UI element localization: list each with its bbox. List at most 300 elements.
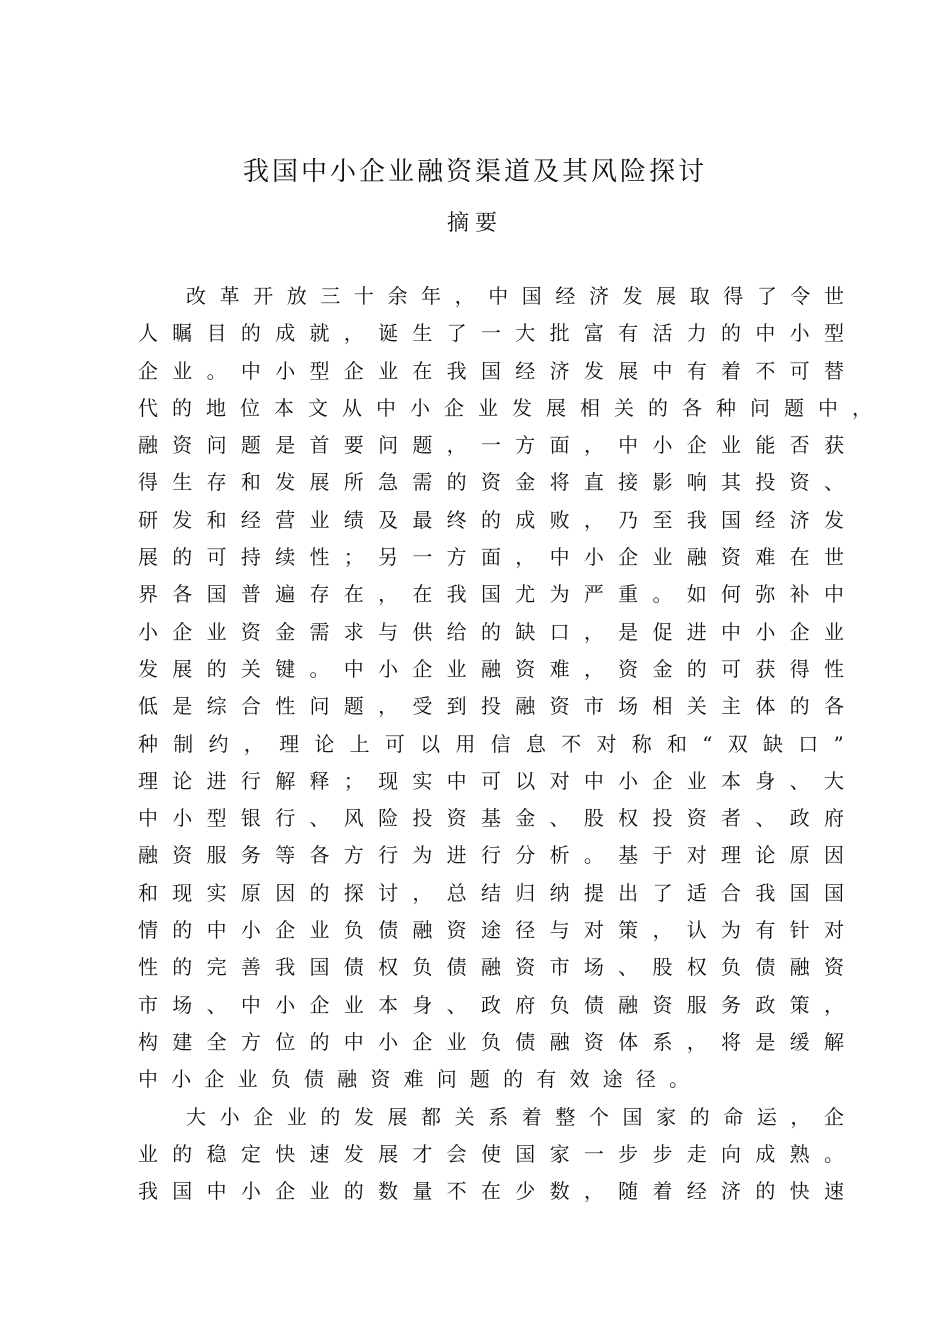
glyph: 中: [206, 918, 227, 943]
glyph: 对: [686, 843, 707, 868]
glyph: 本: [721, 768, 742, 793]
glyph: 可: [721, 656, 742, 681]
glyph: 市: [583, 694, 604, 719]
glyph: 方: [240, 1029, 261, 1054]
glyph: 融: [138, 843, 158, 868]
glyph: 生: [172, 470, 193, 495]
glyph: 讨: [378, 880, 399, 905]
text-line: [138, 800, 844, 837]
glyph: 败: [549, 507, 570, 532]
glyph: 与: [378, 619, 399, 644]
glyph: 目: [206, 321, 227, 346]
glyph: 理: [721, 843, 742, 868]
glyph: 论: [314, 731, 335, 756]
glyph: 业: [237, 1067, 258, 1092]
glyph: 综: [206, 694, 227, 719]
glyph: 资: [549, 694, 570, 719]
glyph: 性: [309, 545, 330, 570]
glyph: 生: [412, 321, 433, 346]
glyph: 原: [240, 880, 261, 905]
glyph: 年: [421, 284, 442, 308]
text-line: [138, 651, 844, 688]
text-line: [138, 427, 844, 464]
glyph: 业: [206, 619, 227, 644]
glyph: 中: [755, 321, 776, 346]
glyph: 债: [343, 955, 364, 980]
glyph: 口: [549, 619, 570, 644]
text-line: [138, 502, 844, 539]
glyph: 的: [648, 395, 668, 420]
glyph: 促: [652, 619, 673, 644]
glyph: 会: [446, 1141, 467, 1166]
glyph: 务: [721, 992, 742, 1017]
glyph: “: [702, 731, 713, 756]
glyph: 理: [138, 768, 158, 793]
glyph: 债: [303, 1067, 324, 1092]
glyph: 就: [309, 321, 330, 346]
glyph: 展: [309, 470, 330, 495]
glyph: 资: [789, 470, 810, 495]
glyph: 业: [138, 1141, 158, 1166]
glyph: 资: [686, 806, 707, 831]
glyph: 场: [618, 694, 639, 719]
glyph: 三: [320, 284, 341, 308]
glyph: 否: [789, 433, 810, 458]
glyph: 体: [618, 1029, 639, 1054]
glyph: 地: [206, 395, 226, 420]
glyph: 的: [172, 545, 193, 570]
glyph: 一: [583, 1141, 604, 1166]
glyph: 债: [515, 1029, 536, 1054]
glyph: 投: [652, 806, 673, 831]
glyph: ，: [583, 433, 604, 458]
glyph: 缺: [515, 619, 536, 644]
glyph: 存: [309, 582, 330, 607]
glyph: ，: [583, 507, 604, 532]
text-line: [138, 1136, 844, 1173]
glyph: 结: [480, 880, 501, 905]
glyph: 进: [686, 619, 707, 644]
abstract-heading: 摘要: [446, 211, 503, 236]
glyph: ，: [446, 433, 467, 458]
glyph: 合: [240, 694, 261, 719]
glyph: 问: [436, 1067, 457, 1092]
glyph: 重: [618, 582, 639, 607]
glyph: 稳: [206, 1141, 227, 1166]
glyph: 关: [240, 656, 261, 681]
glyph: 制: [173, 731, 194, 756]
glyph: 获: [755, 656, 776, 681]
glyph: 着: [721, 358, 742, 383]
glyph: 批: [549, 321, 570, 346]
glyph: 金: [515, 806, 536, 831]
glyph: 资: [172, 433, 193, 458]
glyph: 情: [138, 918, 158, 943]
glyph: ，: [515, 545, 536, 570]
glyph: 到: [446, 694, 467, 719]
glyph: 国: [172, 1179, 193, 1204]
glyph: ，: [852, 395, 872, 420]
glyph: 成: [515, 507, 536, 532]
glyph: ，: [412, 880, 433, 905]
glyph: 不: [446, 1179, 467, 1204]
glyph: 理: [279, 731, 300, 756]
glyph: 给: [446, 619, 467, 644]
glyph: 展: [546, 395, 566, 420]
glyph: 径: [635, 1067, 656, 1092]
glyph: 行: [378, 843, 399, 868]
glyph: 中: [446, 768, 467, 793]
glyph: 尤: [515, 582, 536, 607]
glyph: 如: [686, 582, 707, 607]
glyph: 债: [583, 992, 604, 1017]
glyph: 策: [789, 992, 810, 1017]
glyph: 得: [723, 284, 744, 308]
glyph: 中: [138, 1067, 158, 1092]
glyph: 替: [823, 358, 844, 383]
glyph: 资: [446, 806, 467, 831]
glyph: 的: [755, 1179, 776, 1204]
glyph: 性: [138, 955, 158, 980]
glyph: 中: [138, 806, 158, 831]
glyph: 于: [652, 843, 673, 868]
glyph: 险: [378, 806, 399, 831]
glyph: 资: [721, 545, 742, 570]
glyph: 和: [206, 507, 227, 532]
glyph: 为: [721, 918, 742, 943]
glyph: 题: [343, 694, 364, 719]
glyph: 资: [446, 918, 467, 943]
glyph: 是: [755, 1029, 776, 1054]
glyph: 融: [138, 433, 158, 458]
glyph: 相: [652, 694, 673, 719]
glyph: 、: [755, 806, 776, 831]
glyph: 取: [689, 284, 710, 308]
glyph: ，: [652, 918, 673, 943]
glyph: 的: [789, 694, 810, 719]
glyph: 对: [549, 768, 570, 793]
glyph: 对: [596, 731, 617, 756]
glyph: 行: [275, 806, 296, 831]
glyph: 着: [521, 1104, 542, 1129]
glyph: 小: [219, 1104, 240, 1129]
glyph: 从: [342, 395, 362, 420]
glyph: 负: [343, 918, 364, 943]
glyph: 急: [378, 470, 399, 495]
glyph: 本: [378, 992, 399, 1017]
glyph: 负: [549, 992, 570, 1017]
glyph: ，: [378, 694, 399, 719]
glyph: 键: [275, 656, 296, 681]
glyph: 难: [755, 545, 776, 570]
glyph: 、: [549, 806, 570, 831]
glyph: 普: [240, 582, 261, 607]
glyph: 双: [727, 731, 748, 756]
glyph: 济: [789, 507, 810, 532]
glyph: 瞩: [172, 321, 193, 346]
glyph: 资: [652, 992, 673, 1017]
glyph: 投: [412, 806, 433, 831]
glyph: 融: [337, 1067, 358, 1092]
text-line: [138, 278, 844, 315]
glyph: 型: [309, 358, 330, 383]
glyph: 体: [755, 694, 776, 719]
glyph: 力: [686, 321, 707, 346]
glyph: 合: [721, 880, 742, 905]
glyph: 负: [270, 1067, 291, 1092]
glyph: 位: [240, 395, 260, 420]
glyph: 小: [138, 619, 158, 644]
glyph: 提: [583, 880, 604, 905]
glyph: 有: [755, 918, 776, 943]
glyph: 企: [412, 1029, 433, 1054]
glyph: 熟: [789, 1141, 810, 1166]
glyph: 运: [756, 1104, 777, 1129]
glyph: 场: [583, 955, 604, 980]
glyph: 论: [172, 768, 193, 793]
glyph: 响: [686, 470, 707, 495]
glyph: 是: [172, 694, 193, 719]
glyph: 放: [286, 284, 307, 308]
glyph: 持: [240, 545, 261, 570]
glyph: 关: [686, 694, 707, 719]
glyph: 展: [138, 545, 158, 570]
glyph: 负: [412, 955, 433, 980]
glyph: 、: [789, 768, 810, 793]
glyph: 我: [446, 582, 467, 607]
glyph: 风: [343, 806, 364, 831]
glyph: 展: [387, 1104, 408, 1129]
glyph: 及: [378, 507, 399, 532]
glyph: 种: [716, 395, 736, 420]
glyph: 其: [721, 470, 742, 495]
glyph: 得: [789, 656, 810, 681]
glyph: 资: [240, 619, 261, 644]
glyph: 可: [206, 545, 227, 570]
glyph: 国: [309, 955, 330, 980]
glyph: 。: [823, 1141, 844, 1166]
glyph: 企: [412, 656, 433, 681]
glyph: 企: [686, 433, 707, 458]
glyph: 问: [750, 395, 770, 420]
glyph: 可: [789, 358, 810, 383]
glyph: 企: [275, 1179, 296, 1204]
glyph: 改: [186, 284, 206, 308]
glyph: 股: [652, 955, 673, 980]
glyph: 我: [446, 358, 467, 383]
glyph: 各: [682, 395, 702, 420]
glyph: 诞: [378, 321, 399, 346]
glyph: 的: [309, 880, 330, 905]
glyph: 中: [721, 619, 742, 644]
glyph: 小: [410, 395, 430, 420]
glyph: 经: [686, 1179, 707, 1204]
glyph: ，: [343, 321, 364, 346]
glyph: 业: [309, 918, 330, 943]
glyph: 和: [240, 470, 261, 495]
glyph: 问: [206, 433, 227, 458]
glyph: 小: [240, 1179, 261, 1204]
glyph: 个: [588, 1104, 609, 1129]
glyph: 得: [138, 470, 158, 495]
glyph: 的: [480, 619, 501, 644]
glyph: 息: [525, 731, 546, 756]
glyph: 问: [378, 433, 399, 458]
glyph: ，: [583, 619, 604, 644]
glyph: 企: [823, 1104, 844, 1129]
glyph: 以: [515, 768, 536, 793]
glyph: 补: [789, 582, 810, 607]
glyph: 不: [755, 358, 776, 383]
text-line: [138, 912, 844, 949]
text-line: [138, 576, 844, 613]
glyph: 革: [219, 284, 240, 308]
glyph: 展: [618, 358, 639, 383]
glyph: 资: [480, 470, 501, 495]
glyph: ；: [343, 768, 364, 793]
glyph: 弥: [755, 582, 776, 607]
glyph: 展: [378, 1141, 399, 1166]
glyph: 命: [723, 1104, 744, 1129]
glyph: 业: [343, 992, 364, 1017]
text-line: [138, 1024, 844, 1061]
glyph: 各: [823, 694, 844, 719]
glyph: 有: [686, 358, 707, 383]
glyph: 小: [789, 321, 810, 346]
glyph: 性: [275, 694, 296, 719]
glyph: 负: [480, 1029, 501, 1054]
glyph: 求: [343, 619, 364, 644]
glyph: 才: [412, 1141, 433, 1166]
glyph: 分: [515, 843, 536, 868]
glyph: 建: [172, 1029, 193, 1054]
glyph: 中: [823, 582, 844, 607]
glyph: 家: [549, 1141, 570, 1166]
glyph: 企: [343, 358, 364, 383]
glyph: 务: [240, 843, 261, 868]
glyph: 济: [588, 284, 609, 308]
glyph: 国: [515, 1141, 536, 1166]
glyph: 不: [561, 731, 582, 756]
glyph: 有: [618, 321, 639, 346]
glyph: 业: [721, 433, 742, 458]
glyph: 乃: [618, 507, 639, 532]
glyph: ，: [243, 731, 264, 756]
glyph: 适: [686, 880, 707, 905]
glyph: 针: [789, 918, 810, 943]
glyph: 融: [480, 656, 501, 681]
glyph: 中: [376, 395, 396, 420]
glyph: 进: [206, 768, 227, 793]
glyph: 随: [618, 1179, 639, 1204]
glyph: 、: [446, 992, 467, 1017]
glyph: 业: [652, 545, 673, 570]
glyph: 发: [343, 1141, 364, 1166]
glyph: 中: [583, 768, 604, 793]
glyph: 最: [412, 507, 433, 532]
glyph: 企: [275, 918, 296, 943]
glyph: 金: [275, 619, 296, 644]
text-line: [138, 837, 844, 874]
glyph: 中: [240, 992, 261, 1017]
glyph: 、: [206, 992, 227, 1017]
glyph: 股: [583, 806, 604, 831]
glyph: 严: [583, 582, 604, 607]
glyph: 小: [618, 768, 639, 793]
glyph: 大: [186, 1104, 206, 1129]
glyph: 投: [480, 694, 501, 719]
glyph: 政: [789, 806, 810, 831]
text-line: [138, 539, 844, 576]
glyph: 业: [172, 358, 193, 383]
glyph: 代: [138, 395, 158, 420]
glyph: 存: [206, 470, 227, 495]
glyph: 业: [446, 1029, 467, 1054]
glyph: 者: [721, 806, 742, 831]
glyph: ，: [583, 1179, 604, 1204]
text-line: [138, 987, 844, 1024]
glyph: ”: [833, 731, 844, 756]
glyph: 续: [275, 545, 296, 570]
glyph: 接: [618, 470, 639, 495]
glyph: 行: [240, 768, 261, 793]
glyph: 经: [755, 507, 776, 532]
glyph: ，: [790, 1104, 811, 1129]
glyph: 是: [618, 619, 639, 644]
glyph: 府: [515, 992, 536, 1017]
glyph: 在: [480, 1179, 501, 1204]
glyph: 都: [421, 1104, 442, 1129]
glyph: 一: [480, 321, 501, 346]
glyph: 步: [652, 1141, 673, 1166]
glyph: 令: [790, 284, 811, 308]
glyph: 的: [721, 321, 742, 346]
text-line: [138, 688, 844, 725]
glyph: 营: [275, 507, 296, 532]
glyph: 资: [515, 656, 536, 681]
glyph: 行: [480, 843, 501, 868]
glyph: 问: [309, 694, 330, 719]
glyph: 着: [652, 1179, 673, 1204]
glyph: 人: [138, 321, 158, 346]
glyph: 纳: [549, 880, 570, 905]
glyph: 发: [353, 1104, 374, 1129]
glyph: 方: [515, 433, 536, 458]
text-line: [138, 949, 844, 986]
text-line: [138, 614, 844, 651]
glyph: 融: [618, 992, 639, 1017]
glyph: 国: [622, 1104, 643, 1129]
glyph: 小: [172, 806, 193, 831]
glyph: 权: [618, 806, 639, 831]
glyph: 方: [343, 843, 364, 868]
glyph: 银: [240, 806, 261, 831]
glyph: 至: [652, 507, 673, 532]
glyph: 负: [721, 955, 742, 980]
glyph: 资: [583, 1029, 604, 1054]
glyph: 全: [206, 1029, 227, 1054]
text-line: [138, 1061, 844, 1098]
glyph: 步: [618, 1141, 639, 1166]
glyph: 径: [515, 918, 536, 943]
glyph: 中: [652, 358, 673, 383]
glyph: 活: [652, 321, 673, 346]
glyph: 遍: [275, 582, 296, 607]
abstract-body: [138, 278, 872, 1210]
glyph: ；: [343, 545, 364, 570]
glyph: 题: [784, 395, 804, 420]
document-title: 我国中小企业融资渠道及其风险探讨: [242, 157, 707, 187]
